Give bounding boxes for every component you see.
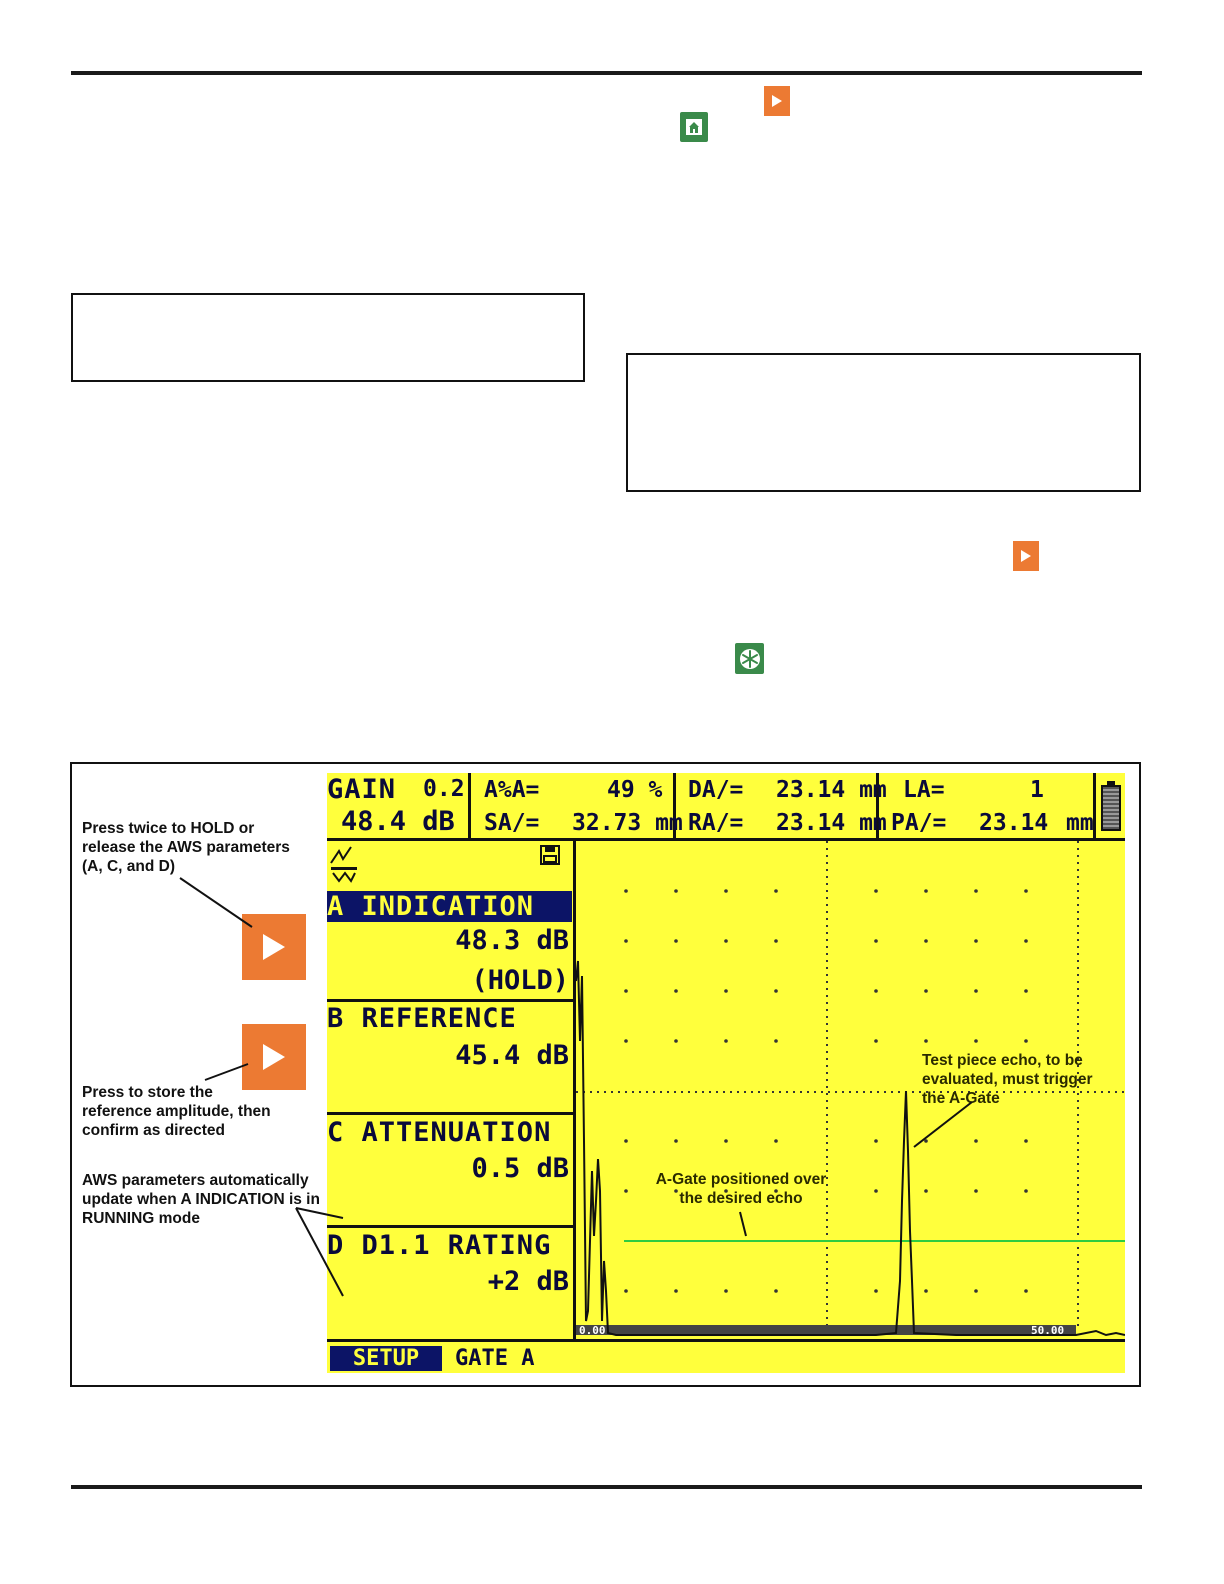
grid-dot xyxy=(974,889,978,893)
ascan-waveform xyxy=(576,961,1125,1335)
annotation-store: Press to store the reference amplitude, then confirm as directed xyxy=(82,1084,271,1139)
grid-dot xyxy=(874,1289,878,1293)
grid-dot xyxy=(924,1139,928,1143)
grid-dot xyxy=(774,889,778,893)
grid-dot xyxy=(924,1189,928,1193)
grid-dot xyxy=(724,889,728,893)
grid-dot xyxy=(874,1039,878,1043)
grid-dot xyxy=(974,1139,978,1143)
grid-dot xyxy=(774,939,778,943)
top-rule xyxy=(71,71,1142,75)
grid-dot xyxy=(1024,1189,1028,1193)
header-vline-1 xyxy=(468,773,471,838)
grid-dot xyxy=(724,1039,728,1043)
grid-dot xyxy=(1024,939,1028,943)
grid-dot xyxy=(924,989,928,993)
readout-label-sa: SA/= xyxy=(484,810,540,836)
bottom-bar-divider xyxy=(327,1339,1125,1342)
grid-dot xyxy=(874,939,878,943)
grid-dot xyxy=(774,1139,778,1143)
grid-dot xyxy=(674,939,678,943)
annotation-auto: AWS parameters automatically update when A INDICATION is in RUNNING mode xyxy=(82,1172,320,1227)
grid-dot xyxy=(674,1039,678,1043)
grid-dot xyxy=(974,989,978,993)
ascan-axis-bar xyxy=(576,1325,1076,1335)
grid-dot xyxy=(674,889,678,893)
param-a-status: (HOLD) xyxy=(471,965,569,996)
readout-value-pa: 23.14 xyxy=(979,810,1049,836)
store-play-button[interactable] xyxy=(242,1024,306,1090)
grid-dot xyxy=(624,1139,628,1143)
param-c-value: 0.5 dB xyxy=(471,1153,569,1184)
grid-dot xyxy=(874,989,878,993)
annotation-agate: A-Gate positioned over the desired echo xyxy=(655,1171,827,1207)
grid-dot xyxy=(974,939,978,943)
readout-label-la: LA= xyxy=(903,777,945,803)
grid-dot xyxy=(1024,989,1028,993)
gain-step: 0.2 xyxy=(423,776,465,802)
grid-dot xyxy=(774,1039,778,1043)
param-d-head[interactable]: D D1.1 RATING xyxy=(327,1230,552,1261)
home-icon[interactable] xyxy=(680,112,708,142)
readout-value-ra: 23.14 mm xyxy=(776,810,887,836)
grid-dot xyxy=(724,1289,728,1293)
grid-dot xyxy=(774,989,778,993)
grid-dot xyxy=(724,989,728,993)
grid-dot xyxy=(1024,1289,1028,1293)
param-divider-ab xyxy=(327,999,574,1002)
axis-end-label: 50.00 xyxy=(1031,1324,1065,1337)
battery-icon xyxy=(1101,781,1121,831)
grid-dot xyxy=(624,1289,628,1293)
grid-dot xyxy=(924,1039,928,1043)
grid-dot xyxy=(674,989,678,993)
grid-dot xyxy=(624,939,628,943)
annotation-test-echo: Test piece echo, to be evaluated, must trigger the A-Gate xyxy=(922,1052,1093,1107)
readout-value-aa: 49 % xyxy=(607,777,663,803)
param-divider-bc xyxy=(327,1112,574,1115)
grid-dot xyxy=(874,1139,878,1143)
grid-dot xyxy=(624,889,628,893)
save-icon[interactable] xyxy=(540,845,560,865)
param-a-head[interactable]: A INDICATION xyxy=(327,891,572,922)
grid-dot xyxy=(974,1189,978,1193)
grid-dot xyxy=(624,989,628,993)
grid-dot xyxy=(724,1139,728,1143)
annotation-hold: Press twice to HOLD or release the AWS parameters (A, C, and D) xyxy=(82,820,290,875)
grid-dot xyxy=(924,889,928,893)
play-button-icon[interactable] xyxy=(1013,541,1039,571)
grid-dot xyxy=(1024,1039,1028,1043)
grid-dot xyxy=(724,939,728,943)
readout-label-pa: PA/= xyxy=(891,810,947,836)
grid-dot xyxy=(624,1189,628,1193)
param-b-value: 45.4 dB xyxy=(455,1040,569,1071)
param-a-value: 48.3 dB xyxy=(455,925,569,956)
bottom-rule xyxy=(71,1485,1142,1489)
grid-dot xyxy=(874,889,878,893)
setup-tab[interactable]: SETUP xyxy=(330,1346,442,1371)
grid-dot xyxy=(774,1289,778,1293)
param-b-head[interactable]: B REFERENCE xyxy=(327,1003,517,1034)
grid-dot xyxy=(1024,889,1028,893)
readout-unit-pa: mm xyxy=(1066,810,1094,836)
note-box-left xyxy=(71,293,585,382)
param-d-value: +2 dB xyxy=(487,1266,569,1297)
readout-label-da: DA/= xyxy=(688,777,744,803)
readout-value-la: 1 xyxy=(1030,777,1044,803)
param-divider-cd xyxy=(327,1225,574,1228)
gate-tab[interactable]: GATE A xyxy=(455,1346,535,1371)
param-c-head[interactable]: C ATTENUATION xyxy=(327,1117,552,1148)
note-box-right xyxy=(626,353,1141,492)
grid-dot xyxy=(674,1139,678,1143)
grid-dot xyxy=(974,1289,978,1293)
readout-label-aa: A%A= xyxy=(484,777,540,803)
axis-start-label: 0.00 xyxy=(579,1324,606,1337)
instrument-screen xyxy=(327,773,1125,1373)
grid-dot xyxy=(624,1039,628,1043)
grid-dot xyxy=(924,939,928,943)
hold-play-button[interactable] xyxy=(242,914,306,980)
play-button-icon[interactable] xyxy=(764,86,790,116)
readout-value-da: 23.14 mm xyxy=(776,777,887,803)
waveform-mode-icon[interactable] xyxy=(329,845,359,883)
gain-value[interactable]: 48.4 dB xyxy=(341,806,455,837)
grid-dot xyxy=(1024,1139,1028,1143)
grid-dot xyxy=(974,1039,978,1043)
grid-dot xyxy=(874,1189,878,1193)
grid-dot xyxy=(674,1289,678,1293)
freeze-icon[interactable] xyxy=(735,643,764,674)
grid-dot xyxy=(924,1289,928,1293)
readout-label-ra: RA/= xyxy=(688,810,744,836)
gain-label: GAIN xyxy=(327,774,397,805)
readout-value-sa: 32.73 mm xyxy=(572,810,683,836)
